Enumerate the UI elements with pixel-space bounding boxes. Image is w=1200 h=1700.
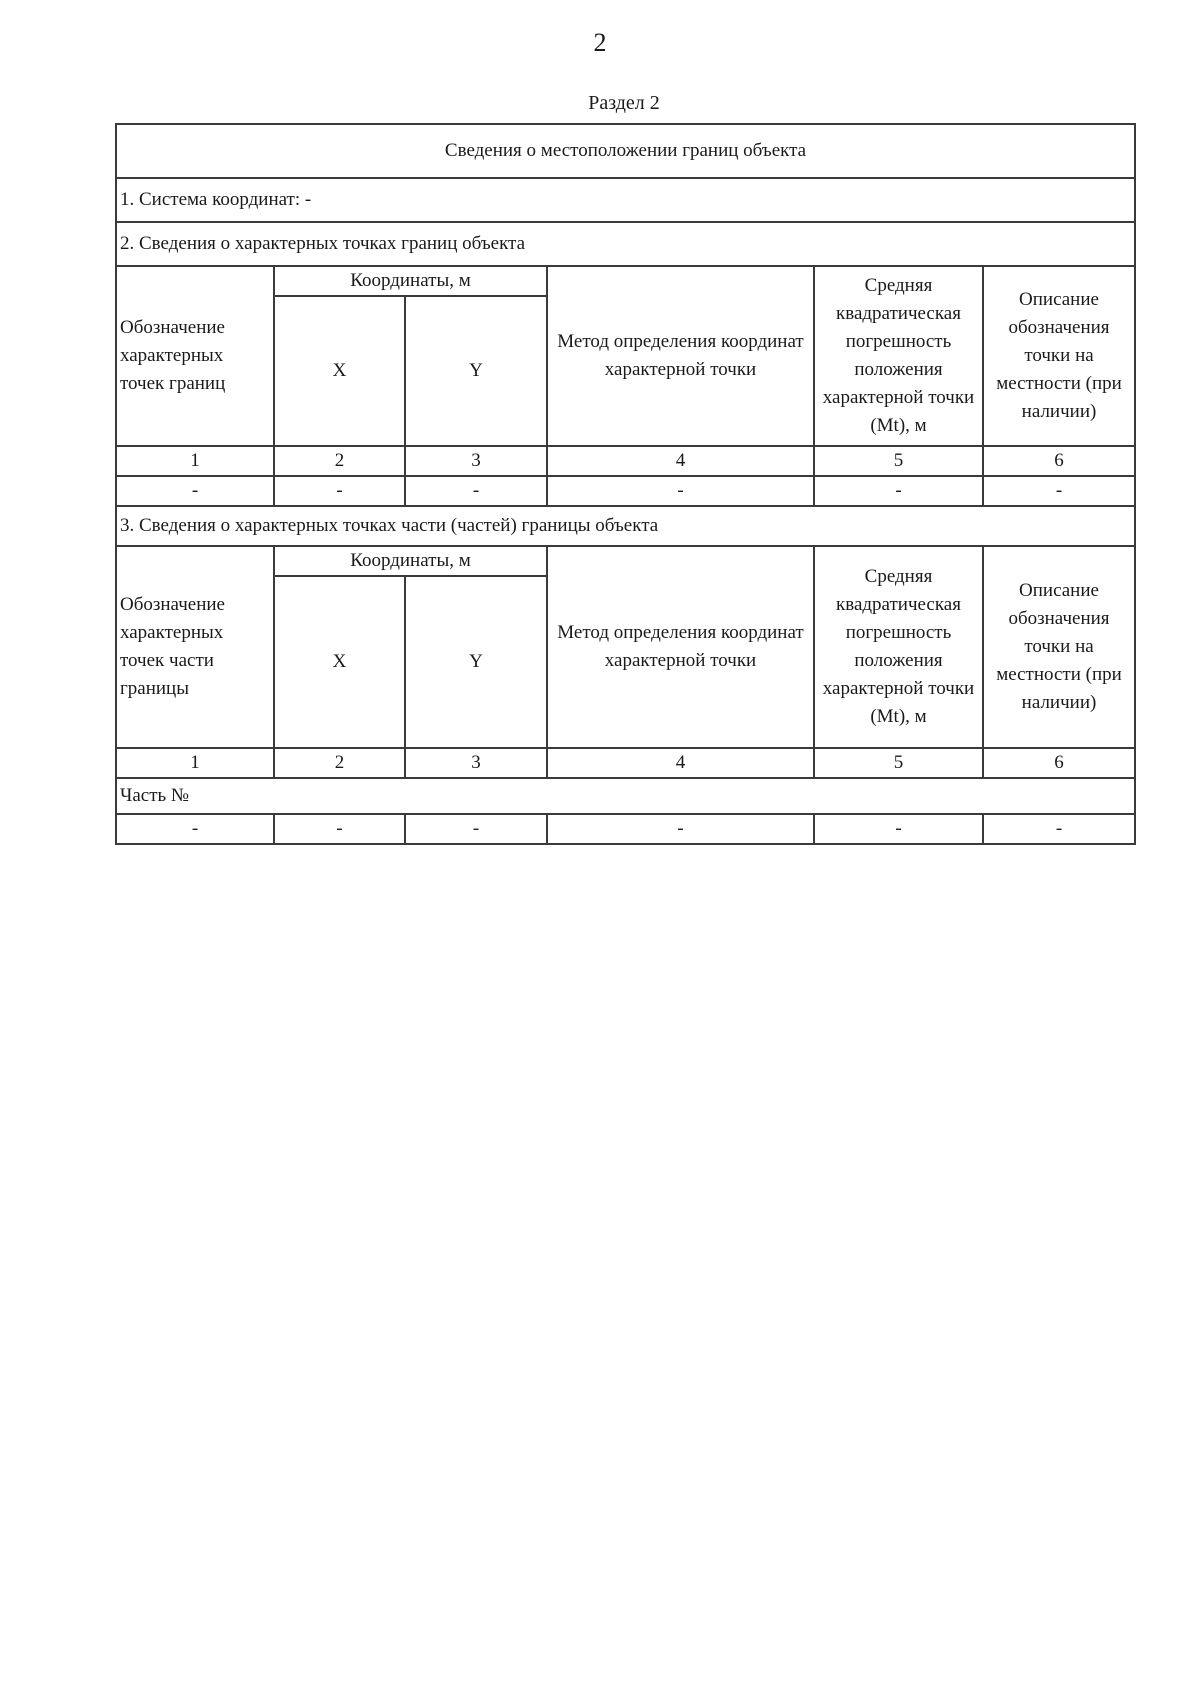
section3-data-row: [116, 814, 1135, 844]
column-number: 5: [814, 748, 983, 778]
section2-col-y: Y: [405, 296, 547, 446]
section3-title-row: [116, 506, 1135, 546]
section2-title: 2. Сведения о характерных точках границ объекта: [116, 222, 1135, 266]
table-cell: -: [547, 814, 814, 844]
section2-title-row: [116, 222, 1135, 266]
section3-title: 3. Сведения о характерных точках части (частей) границы объекта: [116, 506, 1135, 546]
table-cell: -: [814, 814, 983, 844]
section3-part-row: [116, 778, 1135, 814]
section3-col-description: Описание обозначения точки на местности (при наличии): [983, 546, 1135, 748]
table-cell: -: [274, 814, 405, 844]
column-number: 3: [405, 748, 547, 778]
table-cell: -: [405, 814, 547, 844]
section2-data-row: [116, 476, 1135, 506]
section3-header-row: [116, 546, 1135, 576]
part-label: Часть №: [116, 778, 1135, 814]
column-number: 4: [547, 748, 814, 778]
page-number: 2: [593, 28, 607, 57]
section3-col-designation: Обозначение характерных точек части границы: [116, 546, 274, 748]
section3-col-method: Метод определения координат характерной точки: [547, 546, 814, 748]
section2-col-method: Метод определения координат характерной точки: [547, 266, 814, 446]
column-number: 2: [274, 446, 405, 476]
table-cell: -: [547, 476, 814, 506]
section3-col-y: Y: [405, 576, 547, 748]
table-cell: -: [116, 814, 274, 844]
section3-col-error: Средняя квадратическая погрешность положения характерной точки (Mt), м: [814, 546, 983, 748]
table-cell: -: [814, 476, 983, 506]
section2-col-coords: Координаты, м: [274, 266, 547, 296]
column-number: 1: [116, 748, 274, 778]
section3-col-x: X: [274, 576, 405, 748]
column-number: 2: [274, 748, 405, 778]
coordinate-system: 1. Система координат: -: [116, 178, 1135, 222]
table-cell: -: [274, 476, 405, 506]
section2-col-x: X: [274, 296, 405, 446]
table-title-row: [116, 124, 1135, 178]
section2-header-row: [116, 266, 1135, 296]
boundary-info-table: [115, 123, 1136, 845]
section-label: Раздел 2: [588, 92, 660, 114]
section3-col-coords: Координаты, м: [274, 546, 547, 576]
table-cell: -: [983, 814, 1135, 844]
table-cell: -: [983, 476, 1135, 506]
column-number: 3: [405, 446, 547, 476]
section2-numbers-row: [116, 446, 1135, 476]
section2-col-error: Средняя квадратическая погрешность положения характерной точки (Mt), м: [814, 266, 983, 446]
table-cell: -: [405, 476, 547, 506]
column-number: 4: [547, 446, 814, 476]
coordinate-system-row: [116, 178, 1135, 222]
column-number: 1: [116, 446, 274, 476]
section2-col-description: Описание обозначения точки на местности (при наличии): [983, 266, 1135, 446]
table-title: Сведения о местоположении границ объекта: [116, 124, 1135, 178]
section3-numbers-row: [116, 748, 1135, 778]
column-number: 6: [983, 748, 1135, 778]
column-number: 6: [983, 446, 1135, 476]
column-number: 5: [814, 446, 983, 476]
section2-col-designation: Обозначение характерных точек границ: [116, 266, 274, 446]
table-cell: -: [116, 476, 274, 506]
